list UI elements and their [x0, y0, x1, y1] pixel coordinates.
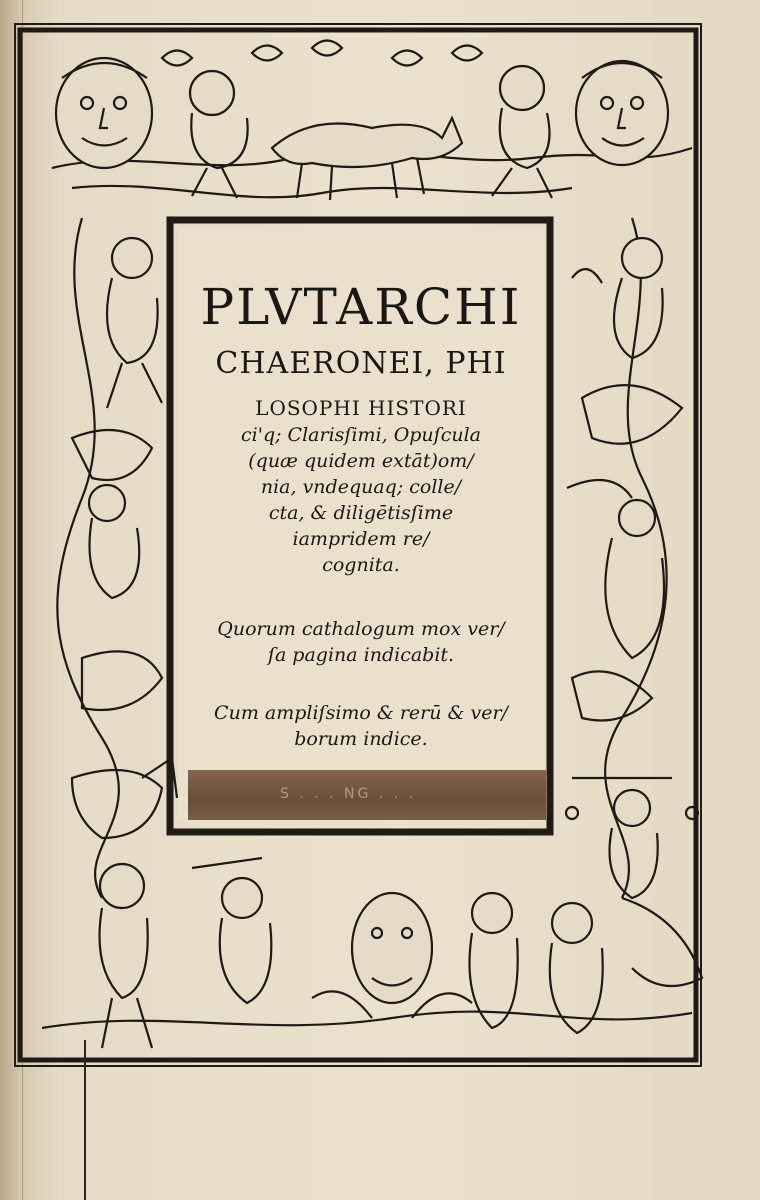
stamp-text: S . . . NG . . .: [280, 786, 417, 802]
title-line-8: iampridem re/: [292, 528, 430, 550]
gutter-line: [84, 1040, 86, 1200]
right-ornament: [566, 218, 698, 898]
title-line-5: (quæ quidem extāt)om/: [248, 450, 474, 472]
title-panel: [178, 228, 544, 822]
left-ornament: [57, 218, 177, 898]
index-note-line-1: Cum ampliſsimo & rerū & ver/: [214, 702, 508, 724]
title-line-9: cognita.: [322, 554, 400, 576]
title-line-1: PLVTARCHI: [200, 278, 522, 336]
title-line-3: LOSOPHI HISTORI: [255, 396, 467, 420]
bottom-ornament: [42, 858, 702, 1048]
index-note-line-2: borum indice.: [294, 728, 428, 750]
top-ornament: [52, 41, 692, 201]
title-line-2: CHAERONEI, PHI: [215, 346, 507, 381]
title-line-6: nia, vndequaq; colle/: [260, 476, 462, 498]
catalog-note-line-2: ſa pagina indicabit.: [267, 644, 455, 666]
title-line-7: cta, & diligētisſime: [268, 502, 454, 524]
catalog-note-line-1: Quorum cathalogum mox ver/: [217, 618, 505, 640]
title-line-4: ci'q; Clarisſimi, Opuſcula: [241, 424, 481, 446]
